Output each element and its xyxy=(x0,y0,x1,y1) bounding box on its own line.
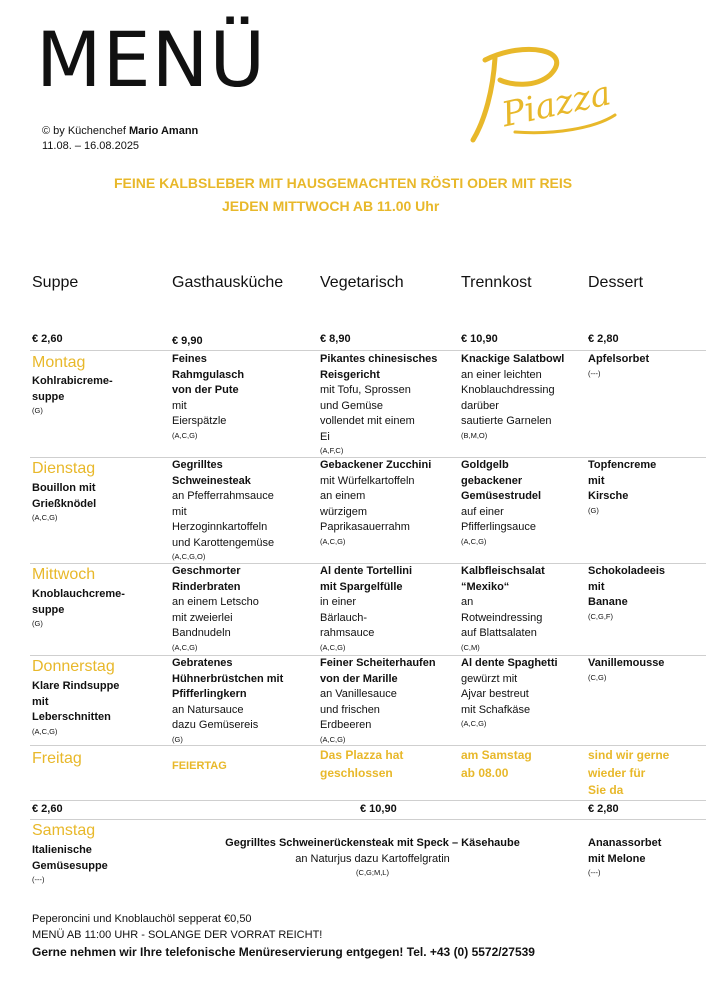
montag-dessert: Apfelsorbet (---) xyxy=(588,353,650,378)
footer-hours: MENÜ AB 11:00 UHR - SOLANGE DER VORRAT REICHT! xyxy=(32,929,323,941)
divider xyxy=(30,800,706,801)
freitag-wieder: sind wir gerne wieder für Sie da xyxy=(588,748,670,797)
price-trennkost: € 10,90 xyxy=(461,333,498,345)
montag-gasthaus: Feines Rahmgulasch von der Pute mit Eierspätzle (A,C,G) xyxy=(172,353,245,440)
day-mittwoch: Mittwoch xyxy=(32,566,96,583)
menu-title: MENÜ xyxy=(36,15,267,104)
samstag-main: Gegrilltes Schweinerückensteak mit Speck – Käsehaube an Naturjus dazu Kartoffelgratin (C,G;M,L) xyxy=(225,837,520,877)
samstag-suppe: Italienische Gemüsesuppe (---) xyxy=(32,844,108,884)
price-suppe: € 2,60 xyxy=(32,333,63,345)
sat-price-suppe: € 2,60 xyxy=(32,803,63,815)
price-gasthaus: € 9,90 xyxy=(172,335,203,347)
chef-name: Mario Amann xyxy=(129,125,199,137)
day-montag: Montag xyxy=(32,354,86,371)
montag-trennkost: Knackige Salatbowl an einer leichten Knoblauchdressing darüber sautierte Garnelen (B,M,O) xyxy=(461,353,565,440)
divider xyxy=(30,350,706,351)
montag-vegetarisch: Pikantes chinesisches Reisgericht mit Tofu, Sprossen und Gemüse vollendet mit einem Ei (A,F,C) xyxy=(320,353,438,455)
price-dessert: € 2,80 xyxy=(588,333,619,345)
mittwoch-vegetarisch: Al dente Tortellini mit Spargelfülle in einer Bärlauch- rahmsauce (A,C,G) xyxy=(320,565,413,652)
footer-extra: Peperoncini und Knoblauchöl sepperat €0,50 xyxy=(32,913,252,925)
dienstag-suppe: Bouillon mit Grießknödel (A,C,G) xyxy=(32,482,97,522)
donnerstag-dessert: Vanillemousse (C,G) xyxy=(588,657,665,682)
col-suppe: Suppe xyxy=(32,274,79,291)
dienstag-vegetarisch: Gebackener Zucchini mit Würfelkartoffeln an einem würzigem Paprikasauerrahm (A,C,G) xyxy=(320,459,432,546)
divider xyxy=(30,819,706,820)
col-trennkost: Trennkost xyxy=(461,274,532,291)
dienstag-gasthaus: Gegrilltes Schweinesteak an Pfefferrahmsauce mit Herzoginnkartoffeln und Karottengemüse (A,C,G,O) xyxy=(172,459,275,561)
day-samstag: Samstag xyxy=(32,822,96,839)
sat-price-dessert: € 2,80 xyxy=(588,803,619,815)
freitag-closed: Das Plazza hat geschlossen xyxy=(320,748,404,780)
mittwoch-gasthaus: Geschmorter Rinderbraten an einem Letscho mit zweierlei Bandnudeln (A,C,G) xyxy=(172,565,259,652)
mittwoch-trennkost: Kalbfleischsalat “Mexiko“ an Rotweindressing auf Blattsalaten (C,M) xyxy=(461,565,545,652)
col-dessert: Dessert xyxy=(588,274,644,291)
dienstag-dessert: Topfencreme mit Kirsche (G) xyxy=(588,459,657,515)
donnerstag-trennkost: Al dente Spaghetti gewürzt mit Ajvar bestreut mit Schafkäse (A,C,G) xyxy=(461,657,558,728)
montag-suppe: Kohlrabicreme- suppe (G) xyxy=(32,375,113,415)
date-range: 11.08. – 16.08.2025 xyxy=(42,140,140,152)
divider xyxy=(30,745,706,746)
day-freitag: Freitag xyxy=(32,750,82,767)
dienstag-trennkost: Goldgelb gebackener Gemüsestrudel auf einer Pfifferlingsauce (A,C,G) xyxy=(461,459,542,546)
freitag-samstag: am Samstag ab 08.00 xyxy=(461,748,532,780)
footer-reservation: Gerne nehmen wir Ihre telefonische Menüreservierung entgegen! Tel. +43 (0) 5572/27539 xyxy=(32,945,535,959)
logo-text: Piazza xyxy=(498,73,615,136)
headline-line-2: JEDEN MITTWOCH AB 11.00 Uhr xyxy=(222,198,440,214)
sat-price-main: € 10,90 xyxy=(360,803,397,815)
credit-prefix: © by Küchenchef xyxy=(42,125,126,137)
mittwoch-suppe: Knoblauchcreme- suppe (G) xyxy=(32,588,125,628)
freitag-feiertag: FEIERTAG xyxy=(172,760,227,772)
mittwoch-dessert: Schokoladeeis mit Banane (C,G,F) xyxy=(588,565,666,621)
price-vegetarisch: € 8,90 xyxy=(320,333,351,345)
col-vegetarisch: Vegetarisch xyxy=(320,274,404,291)
headline-line-1: FEINE KALBSLEBER MIT HAUSGEMACHTEN RÖSTI ODER MIT REIS xyxy=(114,175,573,191)
donnerstag-vegetarisch: Feiner Scheiterhaufen von der Marille an Vanillesauce und frischen Erdbeeren (A,C,G) xyxy=(320,657,436,744)
donnerstag-gasthaus: Gebratenes Hühnerbrüstchen mit Pfifferlingkern an Natursauce dazu Gemüsereis (G) xyxy=(172,657,284,744)
col-gasthaus: Gasthausküche xyxy=(172,274,284,291)
credit xyxy=(42,124,198,154)
piazza-logo xyxy=(455,40,620,150)
day-dienstag: Dienstag xyxy=(32,460,96,477)
day-donnerstag: Donnerstag xyxy=(32,658,115,675)
samstag-dessert: Ananassorbet mit Melone (---) xyxy=(588,837,662,877)
donnerstag-suppe: Klare Rindsuppe mit Leberschnitten (A,C,G) xyxy=(32,680,120,736)
